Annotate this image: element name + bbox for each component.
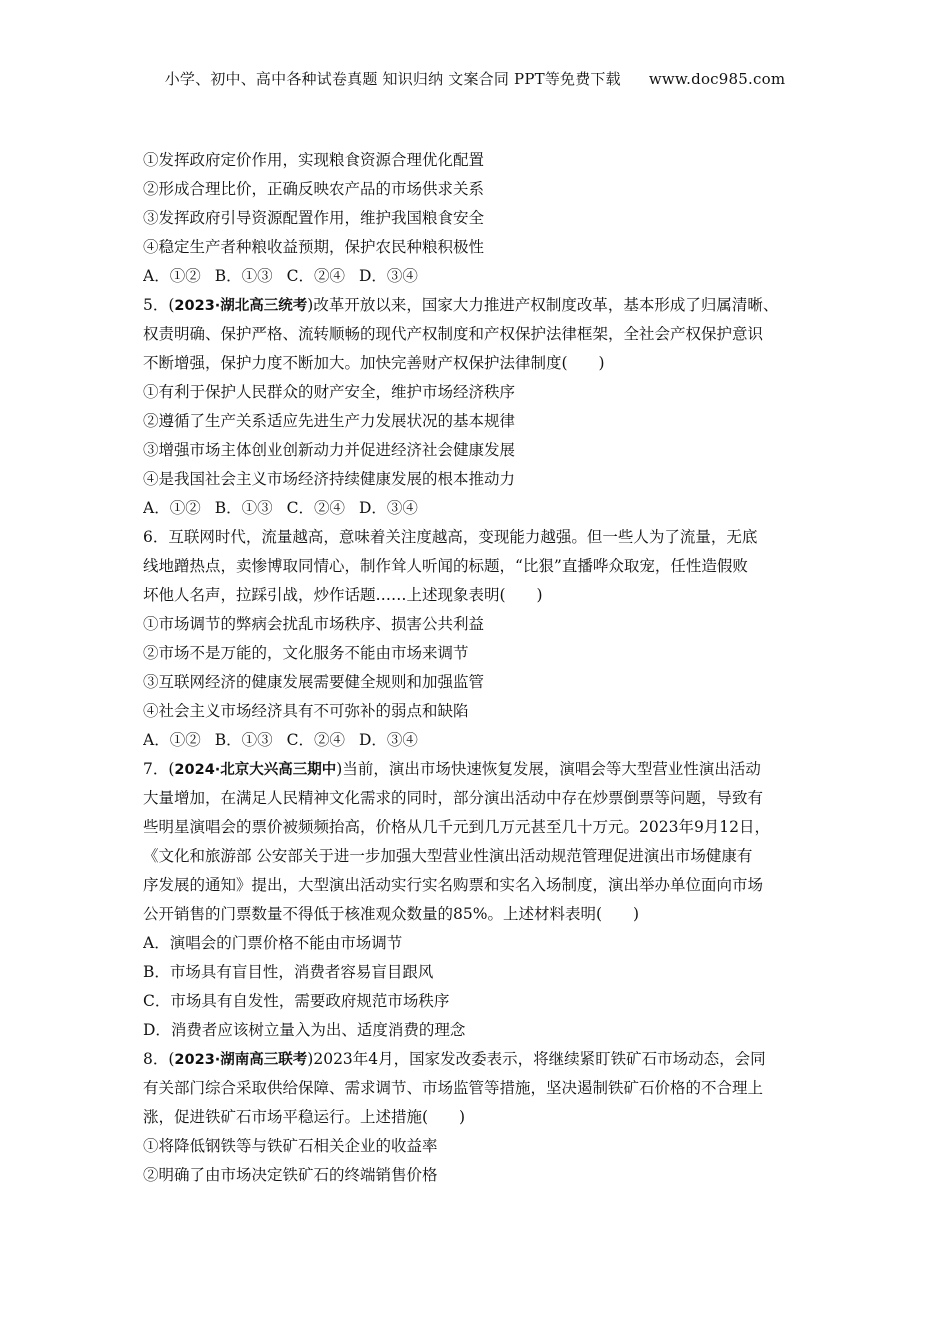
header-site: www.doc985.com	[648, 70, 786, 88]
q7-option-a: A．演唱会的门票价格不能由市场调节	[143, 934, 403, 952]
q8-option-1: ①将降低钢铁等与铁矿石相关企业的收益率	[143, 1137, 438, 1155]
choice-b: B．①③	[214, 731, 273, 749]
q8-stem-first: )2023年4月，国家发改委表示，将继续紧盯铁矿石市场动态，会同	[307, 1050, 766, 1068]
header-text: 小学、初中、高中各种试卷真题 知识归纳 文案合同 PPT等免费下载	[164, 70, 621, 88]
q7-stem-line-5: 序发展的通知》提出，大型演出活动实行实名购票和实名入场制度，演出举办单位面向市场	[143, 876, 764, 894]
page-header	[0, 68, 950, 89]
q4-option-4: ④稳定生产者种粮收益预期，保护农民种粮积极性	[143, 238, 485, 256]
q7-stem-line-2: 大量增加，在满足人民精神文化需求的同时，部分演出活动中存在炒票倒票等问题，导致有	[143, 789, 764, 807]
q5-stem-first: )改革开放以来，国家大力推进产权制度改革，基本形成了归属清晰、	[307, 296, 779, 314]
q8-number: 8．(	[143, 1050, 175, 1068]
choice-a: A．①②	[143, 731, 201, 749]
q7-stem-first: )当前，演出市场快速恢复发展，演唱会等大型营业性演出活动	[336, 760, 761, 778]
q6-option-3: ③互联网经济的健康发展需要健全规则和加强监管	[143, 673, 485, 691]
q4-option-1: ①发挥政府定价作用，实现粮食资源合理优化配置	[143, 151, 485, 169]
q7-source: 2024·北京大兴高三期中	[174, 762, 337, 778]
q7-stem-line-1	[143, 755, 833, 784]
choice-a: A．①②	[143, 499, 201, 517]
q6-option-1: ①市场调节的弊病会扰乱市场秩序、损害公共利益	[143, 615, 485, 633]
q6-stem-line-3: 坏他人名声，拉踩引战，炒作话题……上述现象表明( )	[143, 586, 543, 604]
q6-stem-line-1: 6．互联网时代，流量越高，意味着关注度越高，变现能力越强。但一些人为了流量，无底	[143, 528, 758, 546]
document-body	[143, 146, 833, 1190]
q8-stem-line-2: 有关部门综合采取供给保障、需求调节、市场监管等措施，坚决遏制铁矿石价格的不合理上	[143, 1079, 764, 1097]
choice-a: A．①②	[143, 267, 201, 285]
q6-stem-line-2: 线地蹭热点，卖惨博取同情心，制作耸人听闻的标题，“比狠”直播哗众取宠，任性造假败	[143, 557, 748, 575]
q6-option-2: ②市场不是万能的，文化服务不能由市场来调节	[143, 644, 469, 662]
choice-c: C．②④	[286, 499, 345, 517]
q5-source: 2023·湖北高三统考	[174, 298, 308, 314]
q5-choices	[143, 494, 833, 523]
q5-number: 5．(	[143, 296, 175, 314]
q5-option-1: ①有利于保护人民群众的财产安全，维护市场经济秩序	[143, 383, 516, 401]
q4-option-2: ②形成合理比价，正确反映农产品的市场供求关系	[143, 180, 485, 198]
q6-option-4: ④社会主义市场经济具有不可弥补的弱点和缺陷	[143, 702, 469, 720]
q8-source: 2023·湖南高三联考	[174, 1052, 308, 1068]
q5-stem-line-2: 权责明确、保护严格、流转顺畅的现代产权制度和产权保护法律框架，全社会产权保护意识	[143, 325, 764, 343]
choice-d: D．③④	[358, 267, 418, 285]
q7-option-b: B．市场具有盲目性，消费者容易盲目跟风	[143, 963, 434, 981]
q5-option-2: ②遵循了生产关系适应先进生产力发展状况的基本规律	[143, 412, 516, 430]
q5-option-3: ③增强市场主体创业创新动力并促进经济社会健康发展	[143, 441, 516, 459]
choice-b: B．①③	[214, 267, 273, 285]
choice-b: B．①③	[214, 499, 273, 517]
choice-c: C．②④	[286, 731, 345, 749]
q7-stem-line-4: 《文化和旅游部 公安部关于进一步加强大型营业性演出活动规范管理促进演出市场健康有	[143, 847, 753, 865]
q5-stem-line-1	[143, 291, 833, 320]
q7-option-d: D．消费者应该树立量入为出、适度消费的理念	[143, 1021, 466, 1039]
choice-d: D．③④	[358, 499, 418, 517]
q7-stem-line-3: 些明星演唱会的票价被频频抬高，价格从几千元到几万元甚至几十万元。2023年9月12日，	[143, 818, 771, 836]
q8-stem-line-3: 涨，促进铁矿石市场平稳运行。上述措施( )	[143, 1108, 466, 1126]
q5-option-4: ④是我国社会主义市场经济持续健康发展的根本推动力	[143, 470, 516, 488]
q7-option-c: C．市场具有自发性，需要政府规范市场秩序	[143, 992, 450, 1010]
q4-choices	[143, 262, 833, 291]
q8-option-2: ②明确了由市场决定铁矿石的终端销售价格	[143, 1166, 438, 1184]
choice-c: C．②④	[286, 267, 345, 285]
q6-choices	[143, 726, 833, 755]
q5-stem-line-3: 不断增强，保护力度不断加大。加快完善财产权保护法律制度( )	[143, 354, 605, 372]
q4-option-3: ③发挥政府引导资源配置作用，维护我国粮食安全	[143, 209, 485, 227]
q7-number: 7．(	[143, 760, 175, 778]
choice-d: D．③④	[358, 731, 418, 749]
q7-stem-line-6: 公开销售的门票数量不得低于核准观众数量的85%。上述材料表明( )	[143, 905, 640, 923]
q8-stem-line-1	[143, 1045, 833, 1074]
